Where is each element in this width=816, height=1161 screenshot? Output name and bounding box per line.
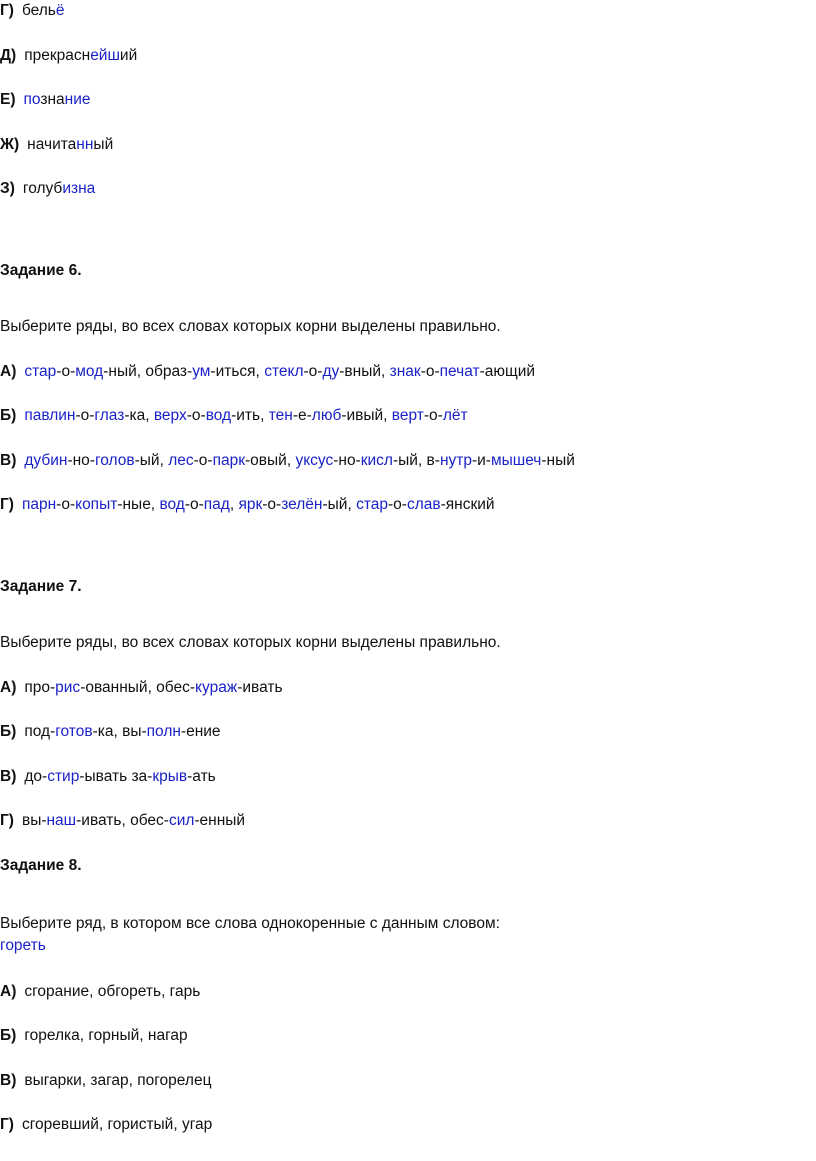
word-part: -о- <box>423 407 443 424</box>
option-letter: В) <box>0 768 17 785</box>
root-part: стар <box>356 496 388 513</box>
word-part: -о- <box>186 407 206 424</box>
root-part: готов <box>55 723 93 740</box>
word-part: бель <box>21 2 56 19</box>
root-part: вод <box>205 407 232 424</box>
task6-option-g <box>0 495 495 515</box>
word-part: под- <box>24 723 56 740</box>
option-letter: Б) <box>0 407 17 424</box>
word-part: ий <box>119 47 138 64</box>
option-d-prekrasneyshiy <box>0 46 137 66</box>
word-part: -ый, <box>134 452 169 469</box>
task6-question: Выберите ряды, во всех словах которых корни выделены правильно. <box>0 318 501 335</box>
word-part: -о- <box>184 496 204 513</box>
root-part: верх <box>153 407 187 424</box>
word-part: -но- <box>333 452 361 469</box>
option-letter: А) <box>0 363 17 380</box>
root-part: кисл <box>360 452 393 469</box>
option-letter: Г) <box>0 1116 14 1133</box>
root-part: верт <box>391 407 424 424</box>
word-part: до- <box>24 768 48 785</box>
word-part: -ный, образ- <box>103 363 193 380</box>
word-part: -о- <box>56 496 76 513</box>
word-part: зна <box>40 91 65 108</box>
root-part: уксус <box>295 452 334 469</box>
word-part: -ение <box>180 723 221 740</box>
word-part: -ый, в- <box>392 452 440 469</box>
root-part: стир <box>47 768 80 785</box>
word-part: про- <box>24 679 56 696</box>
word-part: -ивать <box>237 679 283 696</box>
root-part: тен <box>268 407 293 424</box>
option-letter: Б) <box>0 1027 17 1044</box>
word-part: -енный <box>194 812 246 829</box>
option-text: горелка, горный, нагар <box>24 1027 188 1044</box>
task6-title: Задание 6. <box>0 262 82 279</box>
word-part: -ывать за- <box>79 768 153 785</box>
root-part: печат <box>439 363 480 380</box>
word-part: -ка, <box>124 407 154 424</box>
root-part: копыт <box>75 496 118 513</box>
task6-option-b <box>0 406 468 426</box>
option-g-belyo <box>0 1 65 21</box>
word-part: голуб <box>22 180 63 197</box>
word-part: -вный, <box>339 363 390 380</box>
word-part: -ный <box>541 452 575 469</box>
word-part: ый <box>93 136 114 153</box>
task7-title: Задание 7. <box>0 578 82 595</box>
task8-question: Выберите ряд, в котором все слова однокоренные с данным словом: <box>0 915 500 932</box>
root-part: лес <box>168 452 194 469</box>
word-part: -но- <box>67 452 95 469</box>
option-letter: А) <box>0 983 17 1000</box>
root-part: стекл <box>264 363 304 380</box>
word-part: -ные, <box>117 496 160 513</box>
task8-option-b <box>0 1026 188 1046</box>
root-part: наш <box>46 812 77 829</box>
word-part: -о- <box>262 496 282 513</box>
highlighted-part: ейш <box>90 47 120 64</box>
task8-title: Задание 8. <box>0 857 82 874</box>
root-part: ярк <box>238 496 263 513</box>
task7-option-v <box>0 767 216 787</box>
word-part: -о- <box>420 363 440 380</box>
word-part: -ованный, обес- <box>80 679 196 696</box>
option-letter: Г) <box>0 812 14 829</box>
task8-word: гореть <box>0 937 46 954</box>
highlighted-part: ние <box>64 91 91 108</box>
option-z-golubizna <box>0 179 95 199</box>
highlighted-part: изна <box>62 180 96 197</box>
root-part: парк <box>212 452 245 469</box>
root-part: парн <box>21 496 57 513</box>
word-part: -о- <box>387 496 407 513</box>
root-part: сил <box>168 812 195 829</box>
word-part: -о- <box>303 363 323 380</box>
word-part: -и- <box>471 452 491 469</box>
option-zh-nachitanny <box>0 135 113 155</box>
option-letter: В) <box>0 452 17 469</box>
word-part: -о- <box>56 363 76 380</box>
task8-option-g <box>0 1115 212 1135</box>
highlighted-part: нн <box>76 136 94 153</box>
root-part: лёт <box>442 407 468 424</box>
option-text: сгорание, обгореть, гарь <box>24 983 201 1000</box>
root-part: рис <box>55 679 81 696</box>
option-letter: В) <box>0 1072 17 1089</box>
word-part: -ивать, обес- <box>76 812 169 829</box>
word-part: прекрасн <box>24 47 91 64</box>
root-part: слав <box>406 496 441 513</box>
task6-option-v <box>0 451 575 471</box>
option-letter: Д) <box>0 47 17 64</box>
word-part: -овый, <box>245 452 296 469</box>
root-part: дубин <box>24 452 68 469</box>
word-part: -е- <box>292 407 312 424</box>
word-part: начита <box>27 136 77 153</box>
word-part: -ить, <box>231 407 269 424</box>
option-e-poznanie <box>0 90 90 110</box>
option-letter: Е) <box>0 91 16 108</box>
task7-question: Выберите ряды, во всех словах которых корни выделены правильно. <box>0 634 501 651</box>
root-part: знак <box>389 363 421 380</box>
root-part: люб <box>311 407 342 424</box>
root-part: полн <box>146 723 181 740</box>
word-part: -ка, вы- <box>92 723 147 740</box>
highlighted-part: ё <box>55 2 65 19</box>
option-letter: А) <box>0 679 17 696</box>
option-letter: Г) <box>0 496 14 513</box>
word-part: -ающий <box>479 363 536 380</box>
option-letter: Ж) <box>0 136 20 153</box>
root-part: мод <box>75 363 104 380</box>
task8-option-v <box>0 1071 211 1091</box>
root-part: ум <box>192 363 211 380</box>
task7-option-b <box>0 722 221 742</box>
root-part: нутр <box>439 452 472 469</box>
root-part: мышеч <box>490 452 542 469</box>
root-part: вод <box>159 496 185 513</box>
word-part: вы- <box>21 812 47 829</box>
highlighted-part: по <box>23 91 41 108</box>
word-part: -о- <box>193 452 213 469</box>
word-part: -ый, <box>322 496 357 513</box>
task7-option-g <box>0 811 245 831</box>
root-part: крыв <box>152 768 188 785</box>
word-part: , <box>229 496 239 513</box>
word-part: -о- <box>75 407 95 424</box>
option-letter: Г) <box>0 2 14 19</box>
word-part: -ивый, <box>341 407 392 424</box>
word-part: -иться, <box>210 363 265 380</box>
root-part: зелён <box>281 496 323 513</box>
option-letter: Б) <box>0 723 17 740</box>
root-part: стар <box>24 363 57 380</box>
task8-option-a <box>0 982 200 1002</box>
word-part: -ать <box>187 768 216 785</box>
root-part: голов <box>94 452 135 469</box>
task7-option-a <box>0 678 283 698</box>
option-letter: З) <box>0 180 15 197</box>
root-part: глаз <box>94 407 125 424</box>
root-part: павлин <box>24 407 76 424</box>
root-part: ду <box>322 363 340 380</box>
option-text: выгарки, загар, погорелец <box>24 1072 212 1089</box>
root-part: пад <box>203 496 230 513</box>
task6-option-a <box>0 362 535 382</box>
option-text: сгоревший, гористый, угар <box>21 1116 213 1133</box>
root-part: кураж <box>195 679 238 696</box>
word-part: -янский <box>440 496 495 513</box>
